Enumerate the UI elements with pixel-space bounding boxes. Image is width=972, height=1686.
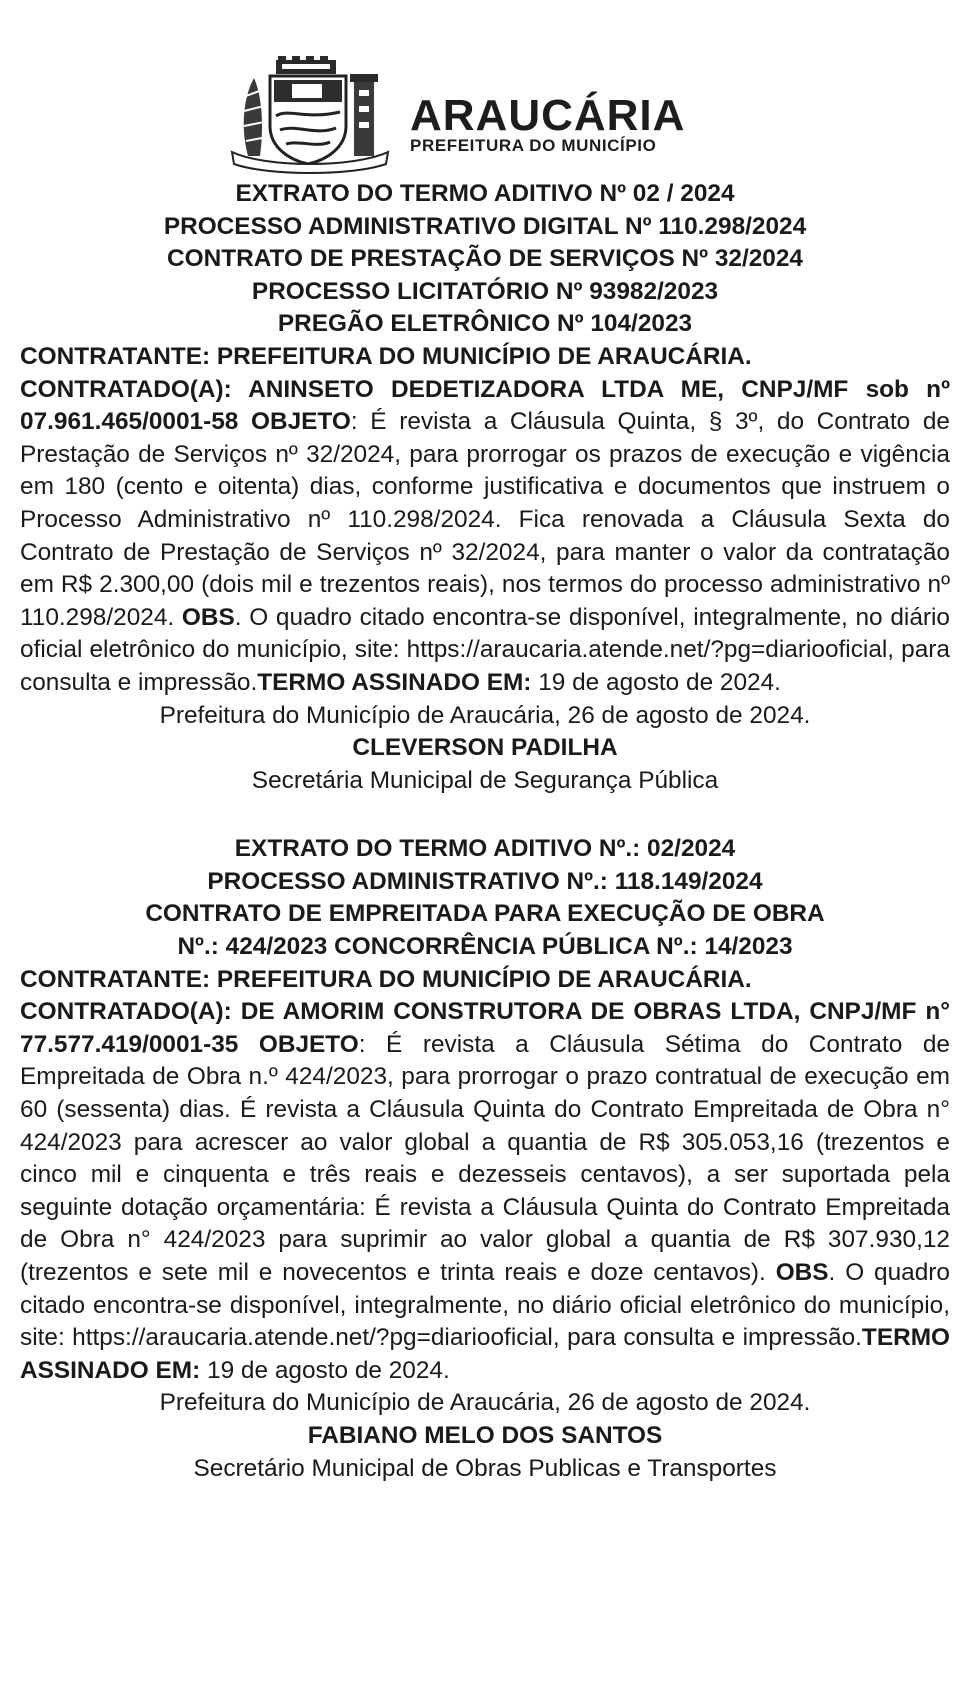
obs-text: . O quadro citado encontra-se disponível, integralmente, no diário oficial eletrônico do município, site: https://araucaria.atende.net/?pg=diariooficial, para consulta e impressão.: [20, 1259, 950, 1352]
body-paragraph: [20, 374, 950, 700]
logo-subtitle: PREFEITURA DO MUNICÍPIO: [410, 136, 657, 155]
heading-line: CONTRATO DE PRESTAÇÃO DE SERVIÇOS Nº 32/2024: [167, 245, 803, 273]
contratado-label: CONTRATADO(A): ANINSETO DEDETIZADORA LTDA ME, CNPJ/MF sob nº 07.961.465/0001-58 OBJETO: [20, 375, 950, 436]
heading-line: PREGÃO ELETRÔNICO Nº 104/2023: [277, 310, 693, 338]
municipality-logo: [20, 56, 950, 178]
logo-wordmark: [410, 91, 686, 156]
heading-line: EXTRATO DO TERMO ADITIVO Nº 02 / 2024: [235, 180, 735, 207]
termo-date: 19 de agosto de 2024.: [200, 1356, 450, 1384]
body-paragraph: [20, 996, 950, 1387]
heading-line: CONTRATO DE EMPREITADA PARA EXECUÇÃO DE OBRA: [145, 900, 825, 928]
heading-line: Nº.: 424/2023 CONCORRÊNCIA PÚBLICA Nº.: 14/2023: [177, 933, 793, 961]
contratante-line: CONTRATANTE: PREFEITURA DO MUNICÍPIO DE ARAUCÁRIA.: [20, 342, 752, 370]
heading-line: EXTRATO DO TERMO ADITIVO Nº.: 02/2024: [234, 835, 736, 863]
signer-role: Secretária Municipal de Segurança Pública: [251, 766, 719, 794]
heading-line: PROCESSO ADMINISTRATIVO Nº.: 118.149/2024: [207, 867, 763, 895]
objeto-text: : É revista a Cláusula Quinta, § 3º, do Contrato de Prestação de Serviços nº 32/2024, para prorrogar os prazos de execução e vigência em 180 (cento e oitenta) dias, conforme justificativa e documentos que instruem o Processo Administrativo nº 110.298/2024. Fica renovada a Cláusula Sexta do Contrato de Prestação de Serviços nº 32/2024, para manter o valor da contratação em R$ 2.300,00 (dois mil e trezentos reais), nos termos do processo administrativo nº 110.298/2024.: [20, 408, 950, 631]
obs-label: OBS: [775, 1259, 829, 1286]
contratado-label: CONTRATADO(A): DE AMORIM CONSTRUTORA DE OBRAS LTDA, CNPJ/MF n° 77.577.419/0001-35 OBJETO: [20, 998, 950, 1058]
logo-name: ARAUCÁRIA: [410, 91, 686, 140]
signer-role: Secretário Municipal de Obras Publicas e Transportes: [193, 1454, 777, 1482]
place-date: Prefeitura do Município de Araucária, 26 de agosto de 2024.: [159, 701, 811, 729]
obs-text: . O quadro citado encontra-se disponível, integralmente, no diário oficial eletrônico do município, site: https://araucaria.atende.net/?pg=diariooficial, para consulta e impressão.: [20, 603, 950, 696]
heading-line: PROCESSO LICITATÓRIO Nº 93982/2023: [251, 277, 719, 305]
extract-section-1: [20, 178, 950, 797]
coat-of-arms-icon: [226, 56, 394, 174]
section-gap: [20, 797, 950, 833]
contratante-line: CONTRATANTE: PREFEITURA DO MUNICÍPIO DE ARAUCÁRIA.: [20, 965, 752, 993]
obs-label: OBS: [181, 603, 235, 631]
document-page: [20, 56, 950, 1485]
termo-label: TERMO ASSINADO EM:: [20, 1324, 950, 1384]
termo-label: TERMO ASSINADO EM:: [257, 668, 532, 696]
extract-section-2: [20, 833, 950, 1485]
heading-line: PROCESSO ADMINISTRATIVO DIGITAL Nº 110.298/2024: [163, 212, 807, 240]
termo-date: 19 de agosto de 2024.: [531, 668, 781, 696]
objeto-text: : É revista a Cláusula Sétima do Contrato de Empreitada de Obra n.º 424/2023, para prorrogar o prazo contratual de execução em 60 (sessenta) dias. É revista a Cláusula Quinta do Contrato Empreitada de Obra n° 424/2023 para acrescer ao valor global a quantia de R$ 305.053,16 (trezentos e cinco mil e cinquenta e três reais e dezesseis centavos), a ser suportada pela seguinte dotação orçamentária: É revista a Cláusula Quinta do Contrato Empreitada de Obra n° 424/2023 para suprimir ao valor global a quantia de R$ 307.930,12 (trezentos e sete mil e novecentos e trinta reais e doze centavos).: [20, 1030, 950, 1286]
signer-name: CLEVERSON PADILHA: [352, 734, 618, 762]
signer-name: FABIANO MELO DOS SANTOS: [307, 1421, 663, 1449]
place-date: Prefeitura do Município de Araucária, 26 de agosto de 2024.: [159, 1389, 811, 1417]
